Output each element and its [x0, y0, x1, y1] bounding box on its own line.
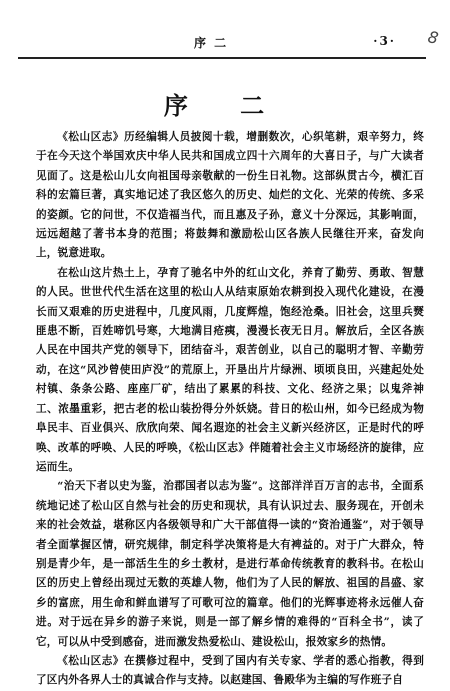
handwritten-margin-mark: 8	[425, 27, 440, 48]
running-header	[18, 34, 432, 52]
header-rule	[18, 57, 426, 59]
paragraph-2: 在松山这片热土上，孕育了驰名中外的红山文化，养育了勤劳、勇敢、智慧的人民。世世代代生活在这里的松山人从结束原始农耕到投入现代化建设，在漫长而又艰难的历史进程中，几度风雨，几度辉煌，饱经沧桑。旧社会，这里兵燹匪患不断，百姓啼饥号寒，大地满目疮痍，漫漫长夜无日月。解放后，全区各族人民在中国共产党的领导下，团结奋斗，艰苦创业，以自己的聪明才智、辛勤劳动，在这“风沙曾使田庐没”的荒原上，开垦出片片绿洲、顷顷良田，兴建起处处村镇、条条公路、座座厂矿，结出了累累的科技、文化、经济之果；以鬼斧神工、浓墨重彩，把古老的松山装扮得分外妖娆。昔日的松山州，如今已经成为物阜民丰、百业俱兴、欣欣向荣、闻名遐迩的社会主义新兴经济区，正是时代的呼唤、改革的呼唤、人民的呼唤，《松山区志》伴随着社会主义市场经济的旋律，应运而生。	[36, 266, 424, 473]
paragraph-1: 《松山区志》历经编辑人员披阅十载，增删数次，心织笔耕，艰辛努力，终于在今天这个举国欢庆中华人民共和国成立四十六周年的大喜日子，与广大读者见面了。这是松山儿女向祖国母亲敬献的一份生日礼物。这部纵贯古今，横汇百科的宏篇巨著，真实地记述了我区悠久的历史、灿烂的文化、光荣的传统、多采的姿颜。它的问世，不仅造福当代，而且惠及子孙，意义十分深远，其影响面，远远超越了著书本身的范围；将鼓舞和激励松山区各族人民继往开来，奋发向上，锐意进取。	[36, 131, 424, 260]
chapter-title: 序 二	[163, 92, 287, 120]
paragraph-3: “治天下者以史为鉴，治郡国者以志为鉴”。这部洋洋百万言的志书，全面系统地记述了松山区自然与社会的历史和现状，具有认识过去、服务现在，开创未来的社会效益，堪称区内各级领导和广大干部值得一读的“资治通鉴”，对于领导者全面掌握区情，研究规律，制定科学决策将是大有裨益的。对于广大群众，特别是青少年，是一部活生生的乡土教材，是进行革命传统教育的教科书。在松山区的历史上曾经出现过无数的英雄人物，他们为了人民的解放、祖国的昌盛、家乡的富庶，用生命和鲜血谱写了可歌可泣的篇章。他们的光辉事迹将永远催人奋进。对于远在异乡的游子来说，则是一部了解乡情的难得的“百科全书”，读了它，可以从中受到感奋，进而激发热爱松山、建设松山，报效家乡的热情。	[36, 480, 424, 648]
running-title: 序 二	[194, 36, 229, 50]
body-text	[36, 128, 424, 691]
page-number: ·3·	[373, 34, 396, 48]
paragraph-4: 《松山区志》在撰修过程中，受到了国内有关专家、学者的悉心指教，得到了区内外各界人士的真诚合作与支持。以赵建国、鲁殿华为主编的写作班子自	[36, 654, 424, 687]
